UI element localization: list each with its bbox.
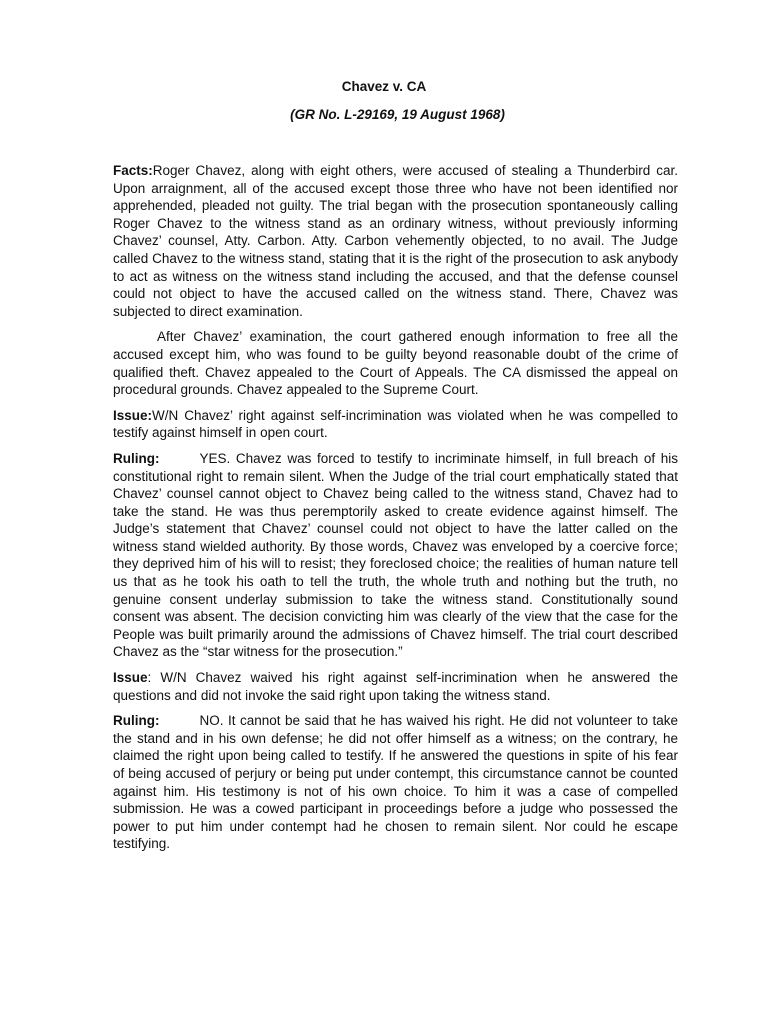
issue1-label: Issue: [113, 407, 153, 423]
ruling2-label: Ruling: [113, 713, 160, 729]
ruling2-text: NO. It cannot be said that he has waived his right. He did not volunteer to take the stand and in his own defense; he did not offer himself as a witness; on the contrary, he claimed the right upon being called to testify. If he answered the questions in spite of his fear of being accused of perjury or being put under contempt, this circumstance cannot be counted against him. His testimony is not of his own choice. To him it was a case of compelled submission. He was a cowed participant in proceedings before a judge who possessed the power to put him under contempt had he chosen to remain silent. Nor could he escape testifying. [113, 713, 678, 852]
document-title: Chavez v. CA [341, 79, 427, 94]
facts-continued-paragraph: After Chavez’ examination, the court gathered enough information to free all the accused except him, who was found to be guilty beyond reasonable doubt of the crime of qualified theft. Chavez appealed to the Court of Appeals. The CA dismissed the appeal on procedural grounds. Chavez appealed to the Supreme Court. [113, 329, 678, 398]
ruling1-text: YES. Chavez was forced to testify to incriminate himself, in full breach of his constitutional right to remain silent. When the Judge of the trial court emphatically stated that Chavez’ counsel cannot object to Chavez being called to the witness stand, Chavez had to take the stand. He was thus peremptorily asked to create evidence against himself. The Judge’s statement that Chavez’ counsel could not object to have the latter called on the witness stand wielded authority. By those words, Chavez was enveloped by a coercive force; they deprived him of his will to resist; they foreclosed choice; the realities of human nature tell us that as he took his oath to tell the truth, the whole truth and nothing but the truth, no genuine consent underlay submission to take the witness stand. Constitutionally sound consent was absent. The decision convicting him was clearly of the view that the case for the People was built primarily around the admissions of Chavez himself. The trial court described Chavez as the “star witness for the prosecution.” [113, 450, 678, 660]
ruling1-paragraph [113, 450, 678, 661]
issue2-text: : W/N Chavez waived his right against self-incrimination when he answered the questions and did not invoke the said right upon taking the witness stand. [113, 670, 678, 703]
facts-text: Roger Chavez, along with eight others, were accused of stealing a Thunderbird car. Upon arraignment, all of the accused except those three who have not been identified nor apprehended, pleaded not guilty. The trial began with the prosecution spontaneously calling Roger Chavez to the witness stand as an ordinary witness, without previously informing Chavez’ counsel, Atty. Carbon. Atty. Carbon vehemently objected, to no avail. The Judge called Chavez to the witness stand, stating that it is the right of the prosecution to ask anybody to act as witness on the witness stand including the accused, and that the defense counsel could not object to have the accused called on the witness stand. There, Chavez was subjected to direct examination. [113, 163, 678, 319]
issue1-text: W/N Chavez’ right against self-incrimination was violated when he was compelled to testify against himself in open court. [113, 407, 678, 441]
document-body [113, 162, 678, 861]
issue2-label: Issue [113, 670, 148, 686]
issue2-paragraph [113, 669, 678, 704]
issue1-paragraph [113, 407, 678, 442]
document-subtitle: (GR No. L-29169, 19 August 1968) [290, 107, 505, 122]
facts-paragraph [113, 162, 678, 320]
ruling2-paragraph [113, 712, 678, 853]
ruling1-label: Ruling: [113, 450, 160, 466]
facts-label: Facts: [113, 163, 153, 178]
